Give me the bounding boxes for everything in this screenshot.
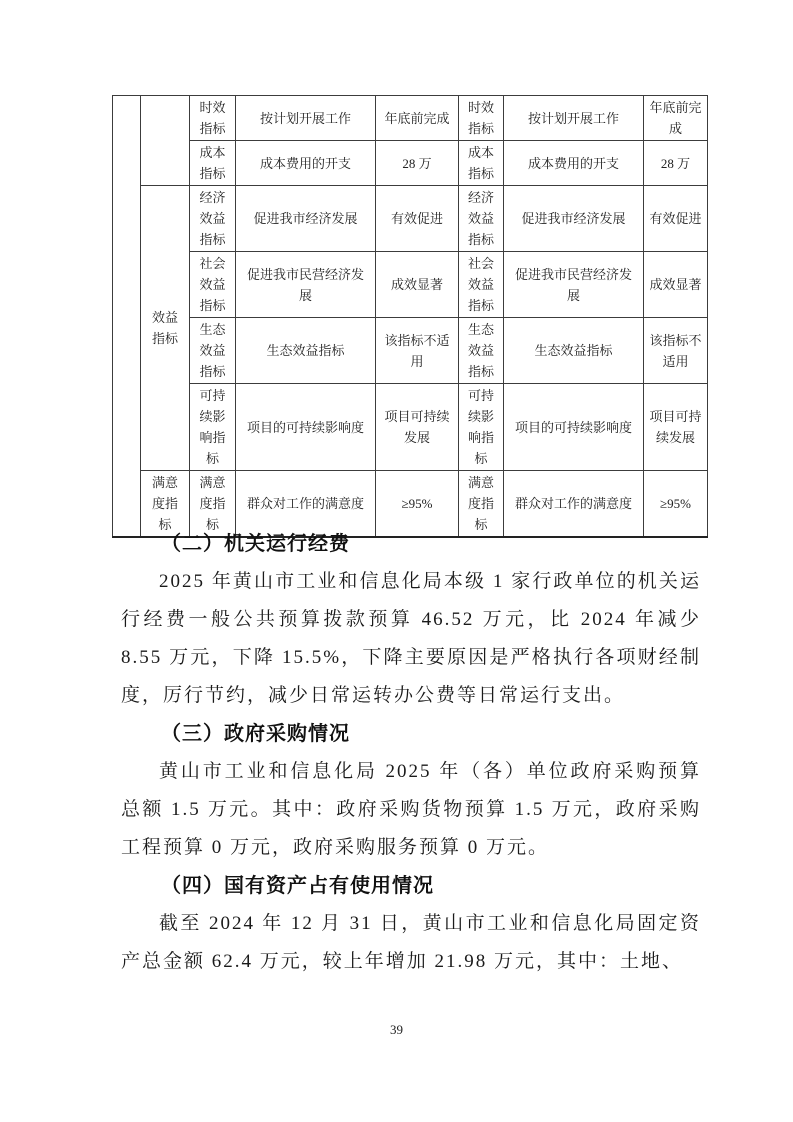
table-row <box>113 141 708 186</box>
value-cell: 成效显著 <box>376 252 459 318</box>
subcategory-cell: 时效指标 <box>459 96 504 141</box>
value-cell: 项目可持续发展 <box>644 384 708 471</box>
indicator-cell: 生态效益指标 <box>236 318 376 384</box>
indicator-cell: 项目的可持续影响度 <box>236 384 376 471</box>
subcategory-cell: 成本指标 <box>459 141 504 186</box>
section-heading-agency-operating-expenses: （二）机关运行经费 <box>161 533 350 555</box>
indicator-cell: 促进我市经济发展 <box>504 186 644 252</box>
performance-indicator-table <box>112 95 708 538</box>
table-row <box>113 318 708 384</box>
document-body <box>121 525 701 981</box>
section-heading-government-procurement: （三）政府采购情况 <box>161 723 350 745</box>
subcategory-cell: 经济效益指标 <box>459 186 504 252</box>
value-cell: ≥95% <box>644 471 708 538</box>
subcategory-cell: 满意度指标 <box>190 471 236 538</box>
category-cell-empty <box>141 96 190 186</box>
value-cell: 成效显著 <box>644 252 708 318</box>
subcategory-cell: 生态效益指标 <box>459 318 504 384</box>
value-cell: 年底前完成 <box>376 96 459 141</box>
indicator-cell: 促进我市经济发展 <box>236 186 376 252</box>
table-row <box>113 252 708 318</box>
indicator-cell: 成本费用的开支 <box>236 141 376 186</box>
subcategory-cell: 时效指标 <box>190 96 236 141</box>
section-paragraph-agency-operating-expenses: 2025 年黄山市工业和信息化局本级 1 家行政单位的机关运行经费一般公共预算拨款预算 46.52 万元，比 2024 年减少 8.55 万元，下降 15.5%，下降主要原因是严格执行各项财经制度，厉行节约，减少日常运转办公费等日常运行支出。 <box>121 571 701 706</box>
indicator-cell: 按计划开展工作 <box>504 96 644 141</box>
value-cell: 28 万 <box>376 141 459 186</box>
subcategory-cell: 经济效益指标 <box>190 186 236 252</box>
value-cell: 年底前完成 <box>644 96 708 141</box>
page-number: 39 <box>390 1022 403 1037</box>
value-cell: 有效促进 <box>644 186 708 252</box>
table-row <box>113 186 708 252</box>
indicator-cell: 群众对工作的满意度 <box>236 471 376 538</box>
subcategory-cell: 成本指标 <box>190 141 236 186</box>
category-cell-benefit: 效益指标 <box>141 186 190 471</box>
value-cell: 该指标不适用 <box>376 318 459 384</box>
value-cell: ≥95% <box>376 471 459 538</box>
indicator-cell: 生态效益指标 <box>504 318 644 384</box>
value-cell: 有效促进 <box>376 186 459 252</box>
indicator-cell: 项目的可持续影响度 <box>504 384 644 471</box>
indicator-cell: 成本费用的开支 <box>504 141 644 186</box>
table-row <box>113 96 708 141</box>
spacer-cell <box>113 96 141 538</box>
section-paragraph-state-owned-assets: 截至 2024 年 12 月 31 日，黄山市工业和信息化局固定资产总金额 62.4 万元，较上年增加 21.98 万元，其中：土地、 <box>121 913 701 972</box>
subcategory-cell: 可持续影响指标 <box>190 384 236 471</box>
section-paragraph-government-procurement: 黄山市工业和信息化局 2025 年（各）单位政府采购预算总额 1.5 万元。其中：政府采购货物预算 1.5 万元，政府采购工程预算 0 万元，政府采购服务预算 0 万元。 <box>121 761 701 858</box>
value-cell: 该指标不适用 <box>644 318 708 384</box>
subcategory-cell: 社会效益指标 <box>190 252 236 318</box>
table-row <box>113 384 708 471</box>
subcategory-cell: 社会效益指标 <box>459 252 504 318</box>
subcategory-cell: 生态效益指标 <box>190 318 236 384</box>
section-heading-state-owned-assets: （四）国有资产占有使用情况 <box>161 875 434 897</box>
value-cell: 28 万 <box>644 141 708 186</box>
subcategory-cell: 满意度指标 <box>459 471 504 538</box>
indicator-cell: 促进我市民营经济发展 <box>504 252 644 318</box>
indicator-cell: 促进我市民营经济发展 <box>236 252 376 318</box>
subcategory-cell: 可持续影响指标 <box>459 384 504 471</box>
value-cell: 项目可持续发展 <box>376 384 459 471</box>
performance-indicator-table-wrap <box>112 95 708 538</box>
category-cell-satisfaction: 满意度指标 <box>141 471 190 538</box>
indicator-cell: 群众对工作的满意度 <box>504 471 644 538</box>
indicator-cell: 按计划开展工作 <box>236 96 376 141</box>
